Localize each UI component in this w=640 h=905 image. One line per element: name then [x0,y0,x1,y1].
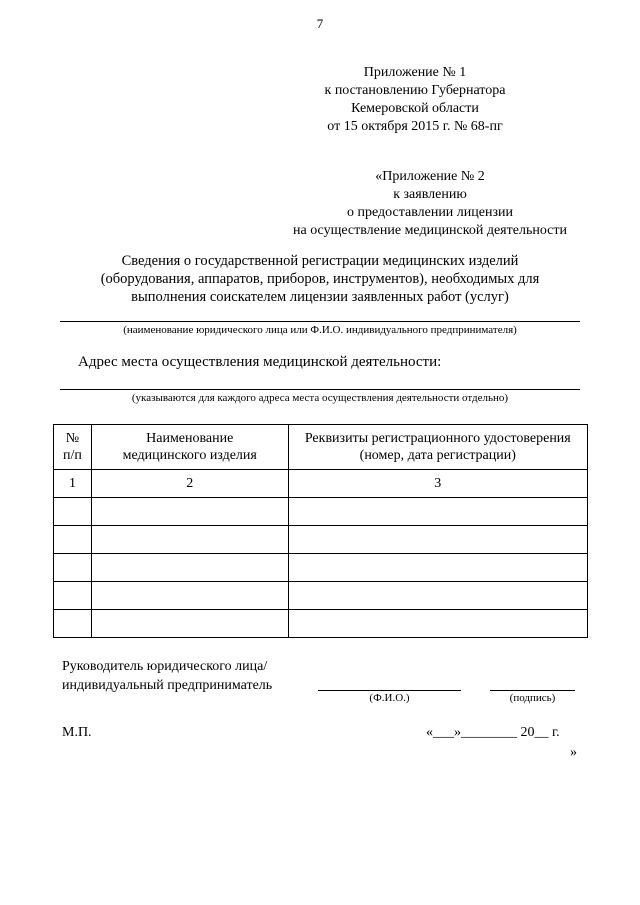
numbering-cell: 1 [54,470,92,498]
table-cell [288,498,587,526]
title-line: выполнения соискателем лицензии заявленных работ (услуг) [131,289,509,305]
table-numbering-row [54,470,588,498]
appendix-2-line: на осуществление медицинской деятельности [292,223,567,238]
signatory-line: Руководитель юридического лица/ [62,659,268,674]
appendix-1-line: Приложение № 1 [363,65,467,80]
address-caption: (указываются для каждого адреса места осуществления деятельности отдельно) [131,392,509,404]
header-text: Наименование [146,431,234,446]
table-cell [91,582,288,610]
table-row [54,582,588,610]
signature-line [490,690,575,691]
appendix-1-line: к постановлению Губернатора [324,83,506,98]
appendix-2-header [270,168,590,240]
appendix-1-line: Кемеровской области [351,101,479,116]
header-cell-device-name [91,425,288,470]
appendix-1-header [300,64,530,136]
medical-devices-table [53,424,588,638]
table-cell [54,498,92,526]
address-label: Адрес места осуществления медицинской деятельности: [78,354,442,370]
header-cell-registration [288,425,587,470]
entity-name-line [60,321,580,322]
table-cell [54,582,92,610]
table-cell [54,526,92,554]
header-text: Реквизиты регистрационного удостоверения [304,431,571,446]
header-text: медицинского изделия [122,448,257,463]
table-cell [54,554,92,582]
table-cell [54,610,92,638]
address-line [60,389,580,390]
table-cell [288,526,587,554]
table-cell [91,610,288,638]
appendix-2-line: о предоставлении лицензии [346,205,513,220]
fio-caption: (Ф.И.О.) [369,692,410,704]
header-text: № [65,431,80,446]
page-number: 7 [316,16,324,31]
table-cell [288,582,587,610]
table-cell [91,526,288,554]
closing-quote: » [570,745,577,760]
table-cell [288,554,587,582]
header-text: (номер, дата регистрации) [359,448,516,463]
table-cell [91,554,288,582]
header-text: п/п [63,448,82,463]
document-title [60,252,580,306]
signature-caption: (подпись) [509,692,556,704]
numbering-cell: 2 [91,470,288,498]
date-line: «___»________ 20__ г. [426,725,560,740]
appendix-2-line: к заявлению [393,187,467,202]
appendix-2-line: «Приложение № 2 [375,169,485,184]
table-row [54,610,588,638]
signatory-line: индивидуальный предприниматель [62,678,273,693]
title-line: (оборудования, аппаратов, приборов, инструментов), необходимых для [100,271,540,287]
numbering-cell: 3 [288,470,587,498]
table-cell [91,498,288,526]
title-line: Сведения о государственной регистрации медицинских изделий [121,253,519,269]
header-cell-number [54,425,92,470]
entity-caption: (наименование юридического лица или Ф.И.О. индивидуального предпринимателя) [123,324,517,336]
signatory-title [62,657,272,695]
stamp-label: М.П. [62,725,92,740]
fio-line [318,690,461,691]
appendix-1-line: от 15 октября 2015 г. № 68-пг [327,119,503,134]
table-row [54,526,588,554]
table-header-row [54,425,588,470]
table-row [54,498,588,526]
table-cell [288,610,587,638]
table-row [54,554,588,582]
